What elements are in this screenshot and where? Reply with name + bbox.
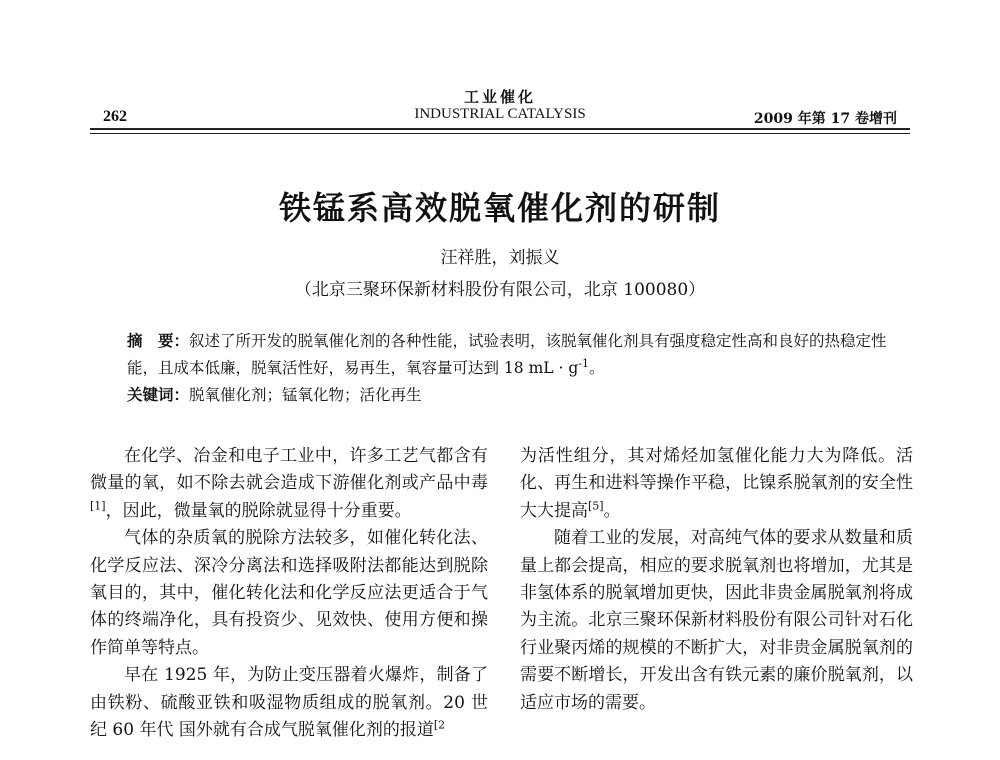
abstract-superscript: -1 [578,356,589,370]
abstract-text-end: 。 [589,359,605,377]
body-text: 早在 1925 年，为防止变压器着火爆炸，制备了由铁粉、硫酸亚铁和吸湿物质组成的脱氧剂。20 世纪 60 年代 国外就有合成气脱氧催化剂的报道 [90,665,488,741]
body-text: 。 [603,500,621,521]
citation: [2 [433,718,446,732]
keywords-label: 关键词： [127,386,190,404]
issue-info: 2009 年第 17 卷增刊 [753,111,897,127]
abstract-block [127,328,887,409]
body-paragraph [90,443,488,525]
body-right-column [520,443,913,717]
citation: [5] [588,499,604,513]
body-text: 为活性组分，其对烯烃加氢催化能力大为降低。活化、再生和进料等操作平稳，比镍系脱氧剂的安全性大大提高 [520,446,913,521]
body-paragraph [520,443,913,525]
header-rule-thin [90,133,910,134]
keywords-line [127,382,887,409]
page-number: 262 [103,108,127,125]
abstract-paragraph [127,328,887,382]
header-rule-thick [90,128,910,130]
article-authors: 汪祥胜，刘振义 [440,248,560,268]
body-paragraph: 气体的杂质氧的脱除方法较多，如催化转化法、化学反应法、深冷分离法和选择吸附法都能达到脱除氧目的，其中，催化转化法和化学反应法更适合于气体的终端净化，具有投资少、见效快、使用方便和操作简单等特点。 [90,528,488,658]
abstract-label: 摘 要： [127,332,190,350]
body-left-column [90,443,488,744]
body-paragraph: 随着工业的发展，对高纯气体的要求从数量和质量上都会提高，相应的要求脱氧剂也将增加，尤其是非氢体系的脱氧增加更快，因此非贵金属脱氧剂将成为主流。北京三聚环保新材料股份有限公司针对石化行业聚丙烯的规模的不断扩大，对非贵金属脱氧剂的需要不断增长，开发出含有铁元素的廉价脱氧剂，以适应市场的需要。 [520,528,913,713]
journal-name-english: INDUSTRIAL CATALYSIS [414,106,586,122]
article-title: 铁锰系高效脱氧催化剂的研制 [278,189,721,227]
body-text: 在化学、冶金和电子工业中，许多工艺气都含有微量的氧，如不除去就会造成下游催化剂或产品中毒 [90,446,488,494]
keywords-text: 脱氧催化剂；锰氧化物；活化再生 [189,386,422,404]
body-text: ，因此，微量氧的脱除就显得十分重要。 [105,500,412,521]
body-paragraph [90,662,488,744]
abstract-text: 叙述了所开发的脱氧催化剂的各种性能，试验表明，该脱氧催化剂具有强度稳定性高和良好的热稳定性能，且成本低廉，脱氧活性好，易再生，氧容量可达到 18 mL · g [127,332,887,377]
article-affiliation: （北京三聚环保新材料股份有限公司，北京 100080） [294,280,706,300]
citation: [1] [90,499,106,513]
journal-name-chinese: 工业催化 [463,88,536,106]
